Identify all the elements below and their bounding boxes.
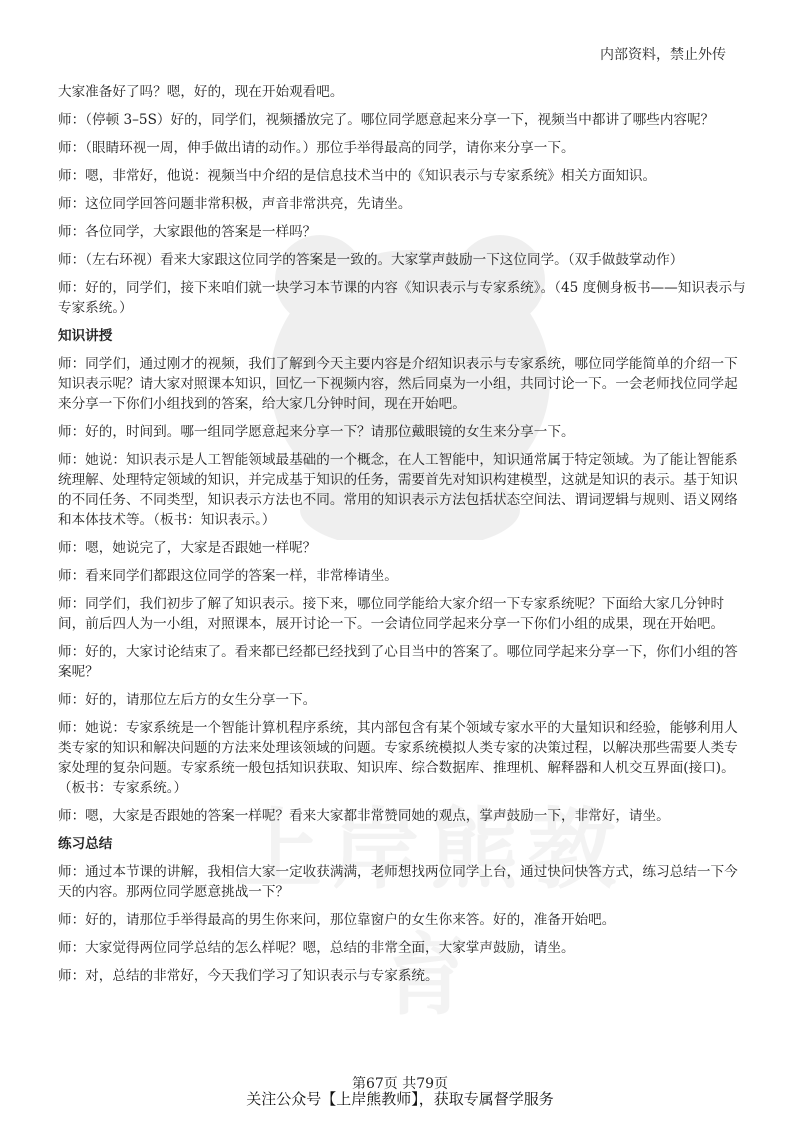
page-number: 第67页 共79页 <box>351 1076 449 1092</box>
dialogue-paragraph: 师：（停顿 3–5S）好的，同学们，视频播放完了。哪位同学愿意起来分享一下，视频当中都讲了哪些内容呢？ <box>58 112 715 128</box>
document-body <box>58 82 748 994</box>
dialogue-paragraph: 师：同学们，通过刚才的视频，我们了解到今天主要内容是介绍知识表示与专家系统，哪位同学能简单的介绍一下知识表示呢？请大家对照课本知识，回忆一下视频内容，然后同桌为一小组，共同讨论一下。一会老师找位同学起来分享一下你们小组找到的答案，给大家几分钟时间，现在开始吧。 <box>58 356 738 412</box>
dialogue-paragraph: 师：好的，请那位左后方的女生分享一下。 <box>58 692 317 708</box>
section-heading: 练习总结 <box>58 836 113 852</box>
dialogue-paragraph: 师：好的，时间到。哪一组同学愿意起来分享一下？请那位戴眼镜的女生来分享一下。 <box>58 424 575 440</box>
dialogue-paragraph: 师：各位同学，大家跟他的答案是一样吗？ <box>58 224 317 240</box>
dialogue-paragraph: 师：（眼睛环视一周，伸手做出请的动作。）那位手举得最高的同学，请你来分享一下。 <box>58 140 575 156</box>
dialogue-paragraph: 师：她说：知识表示是人工智能领域最基础的一个概念，在人工智能中，知识通常属于特定领域。为了能让智能系统理解、处理特定领域的知识，并完成基于知识的任务，需要首先对知识构建模型，这就是知识的表示。基于知识的不同任务、不同类型，知识表示方法也不同。常用的知识表示方法包括状态空间法、谓词逻辑与规则、语义网络和本体技术等。（板书：知识表示。） <box>58 452 738 528</box>
dialogue-paragraph: 师：好的，请那位手举得最高的男生你来问，那位靠窗户的女生你来答。好的，准备开始吧。 <box>58 912 616 928</box>
dialogue-paragraph: 师：嗯，大家是否跟她的答案一样呢？看来大家都非常赞同她的观点，掌声鼓励一下，非常好，请坐。 <box>58 808 670 824</box>
dialogue-paragraph: 师：好的，同学们，接下来咱们就一块学习本节课的内容《知识表示与专家系统》。（45 度侧身板书——知识表示与专家系统。） <box>58 280 746 316</box>
dialogue-paragraph: 师：嗯，她说完了，大家是否跟她一样呢？ <box>58 540 317 556</box>
dialogue-paragraph: 师：大家觉得两位同学总结的怎么样呢？嗯，总结的非常全面，大家掌声鼓励，请坐。 <box>58 940 575 956</box>
dialogue-paragraph: 师：好的，大家讨论结束了。看来都已经都已经找到了心目当中的答案了。哪位同学起来分享一下，你们小组的答案呢？ <box>58 644 738 680</box>
dialogue-paragraph: 师：通过本节课的讲解，我相信大家一定收获满满，老师想找两位同学上台，通过快问快答方式，练习总结一下今天的内容。那两位同学愿意挑战一下？ <box>58 864 738 900</box>
dialogue-paragraph: 师：（左右环视）看来大家跟这位同学的答案是一致的。大家掌声鼓励一下这位同学。（双手做鼓掌动作） <box>58 252 684 268</box>
footer-promo: 关注公众号【上岸熊教师】，获取专属督学服务 <box>246 1090 554 1108</box>
dialogue-paragraph: 师：这位同学回答问题非常积极，声音非常洪亮，先请坐。 <box>58 196 412 212</box>
dialogue-paragraph: 师：嗯，非常好，他说：视频当中介绍的是信息技术当中的《知识表示与专家系统》相关方面知识。 <box>58 168 657 184</box>
dialogue-paragraph: 师：看来同学们都跟这位同学的答案一样，非常棒请坐。 <box>58 568 398 584</box>
dialogue-paragraph: 师：对，总结的非常好，今天我们学习了知识表示与专家系统。 <box>58 968 439 984</box>
dialogue-paragraph: 师：同学们，我们初步了解了知识表示。接下来，哪位同学能给大家介绍一下专家系统呢？下面给大家几分钟时间，前后四人为一小组，对照课本，展开讨论一下。一会请位同学起来分享一下你们小组的成果，现在开始吧。 <box>58 596 725 632</box>
dialogue-paragraph: 师：她说：专家系统是一个智能计算机程序系统，其内部包含有某个领域专家水平的大量知识和经验，能够利用人类专家的知识和解决问题的方法来处理该领域的问题。专家系统模拟人类专家的决策过程，以解决那些需要人类专家处理的复杂问题。专家系统一般包括知识获取、知识库、综合数据库、推理机、解释器和人机交互界面(接口)。（板书：专家系统。） <box>58 720 738 796</box>
confidential-note: 内部资料，禁止外传 <box>600 47 726 63</box>
section-heading: 知识讲授 <box>58 328 113 344</box>
dialogue-paragraph: 大家准备好了吗？嗯，好的，现在开始观看吧。 <box>58 84 344 100</box>
